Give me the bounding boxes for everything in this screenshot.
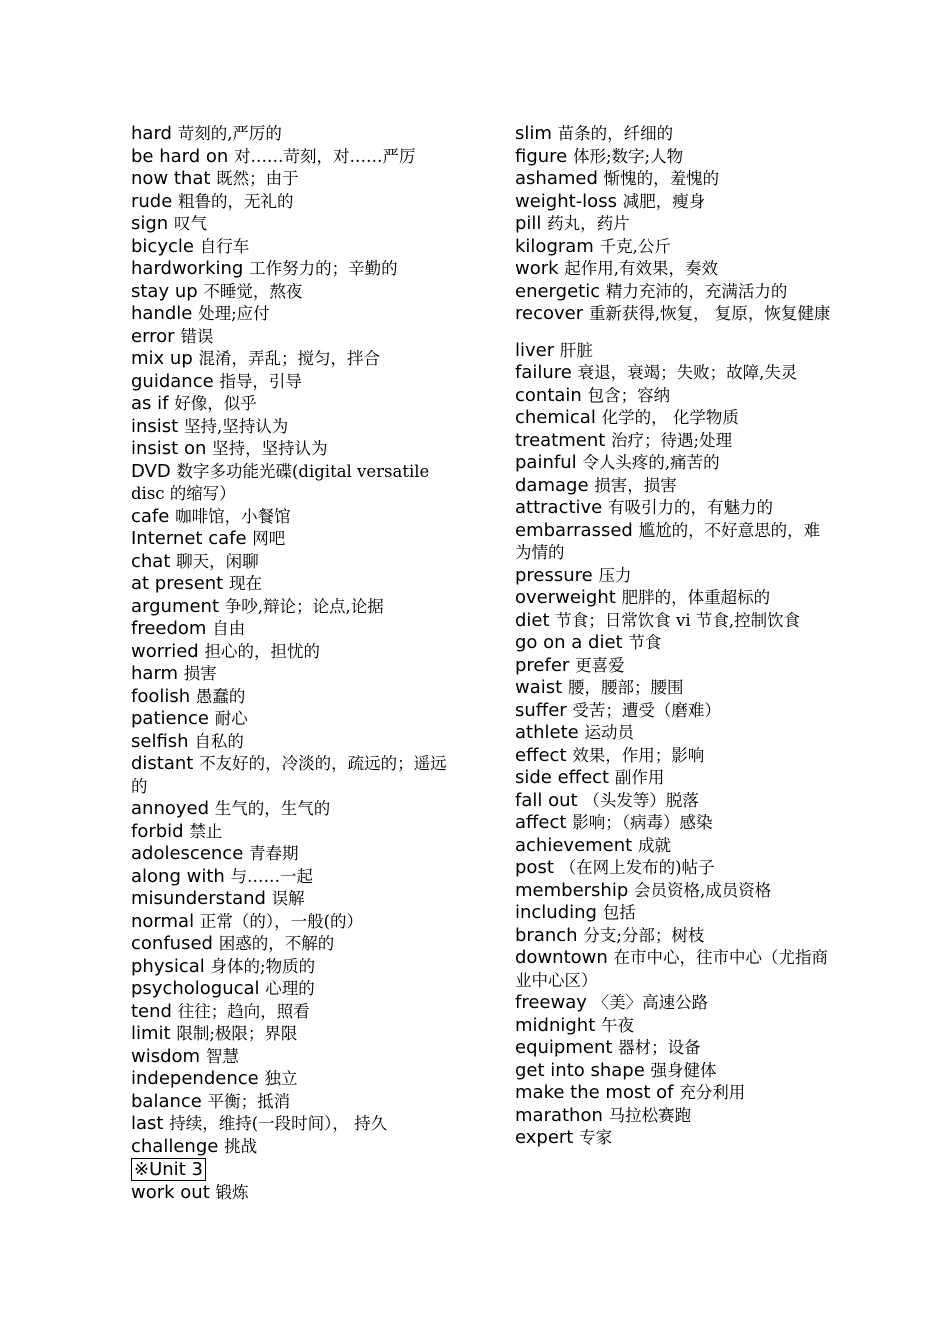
- vocab-definition: 分支;分部；树枝: [583, 925, 705, 945]
- vocab-term: recover: [515, 303, 584, 324]
- vocab-definition: 锻炼: [215, 1182, 249, 1202]
- vocab-term: work: [515, 258, 559, 279]
- vocab-entry: [515, 475, 835, 498]
- vocab-term: independence: [131, 1068, 259, 1089]
- vocab-term: fall out: [515, 789, 578, 811]
- vocab-entry: [131, 191, 456, 214]
- vocab-term: now that: [131, 168, 211, 189]
- vocab-definition: 担心的，担忧的: [204, 641, 320, 661]
- vocab-entry: [515, 430, 835, 453]
- vocab-term: guidance: [131, 370, 214, 392]
- vocab-definition: 工作努力的；辛勤的: [249, 259, 398, 278]
- vocab-entry: [515, 236, 835, 259]
- vocab-definition: 包括: [602, 903, 636, 922]
- vocab-entry: [131, 596, 456, 619]
- vocab-term: misunderstand: [131, 888, 266, 909]
- vocab-term: patience: [131, 708, 209, 729]
- vocab-entry: [131, 528, 456, 551]
- vocab-entry: [131, 168, 456, 191]
- vocab-definition: 正常（的），一般(的）: [199, 911, 363, 931]
- vocab-definition: 心理的: [265, 979, 315, 998]
- vocab-entry: [131, 1113, 456, 1136]
- vocab-term: effect: [515, 744, 567, 766]
- vocab-definition: 午夜: [601, 1015, 634, 1035]
- vocab-term: athlete: [515, 722, 579, 743]
- vocab-entry: [515, 925, 835, 948]
- vocab-entry: [515, 213, 835, 236]
- vocab-definition: 自私的: [194, 731, 244, 751]
- vocab-entry: [131, 123, 456, 146]
- vocab-entry: [515, 857, 835, 880]
- vocab-term: rude: [131, 190, 173, 212]
- vocab-entry: [131, 326, 456, 349]
- vocab-entry: [515, 281, 835, 304]
- vocab-definition: 有吸引力的，有魅力的: [608, 498, 773, 517]
- vocab-entry: [131, 978, 456, 1001]
- vocab-entry: [515, 947, 835, 992]
- vocab-definition: 身体的;物质的: [210, 956, 316, 976]
- vocab-entry: [131, 956, 456, 979]
- vocab-entry: [515, 407, 835, 430]
- vocab-definition: 损害: [183, 664, 217, 683]
- vocab-entry: [131, 213, 456, 236]
- vocab-term: be hard on: [131, 145, 229, 167]
- vocab-term: achievement: [515, 834, 633, 856]
- vocab-definition: 充分利用: [679, 1083, 746, 1102]
- vocab-term: forbid: [131, 820, 184, 842]
- vocab-entry: [515, 1060, 835, 1083]
- vocab-definition: 挑战: [224, 1136, 258, 1156]
- section-gap: [515, 326, 835, 340]
- vocab-term: damage: [515, 474, 589, 496]
- vocab-definition: 〈美〉高速公路: [592, 993, 709, 1012]
- vocab-definition: 往往；趋向，照看: [177, 1001, 310, 1021]
- vocab-entry: [131, 1136, 456, 1159]
- vocab-definition: （在网上发布的)帖子: [559, 858, 715, 877]
- vocab-term: liver: [515, 339, 555, 361]
- vocab-term: insist on: [131, 438, 207, 459]
- vocab-definition: 衰退，衰竭；失败；故障,失灵: [577, 363, 798, 382]
- vocab-term: hard: [131, 123, 172, 144]
- vocab-definition: 与……一起: [230, 866, 314, 886]
- vocab-term: hardworking: [131, 258, 244, 279]
- vocab-term: equipment: [515, 1037, 613, 1058]
- vocab-definition: 专家: [579, 1128, 613, 1147]
- vocab-definition: 叹气: [173, 214, 207, 233]
- vocab-definition: 化学的， 化学物质: [601, 408, 739, 427]
- vocab-entry: [515, 1015, 835, 1038]
- vocab-entry: [131, 888, 456, 911]
- vocab-term: handle: [131, 303, 193, 324]
- vocab-entry: [515, 1105, 835, 1128]
- vocab-term: waist: [515, 677, 563, 698]
- vocab-definition: 耐心: [214, 709, 248, 728]
- vocab-definition: 混淆，弄乱；搅匀，拌合: [198, 349, 380, 368]
- vocab-entry: [515, 722, 835, 745]
- vocab-term: adolescence: [131, 843, 244, 864]
- vocab-term: chat: [131, 550, 171, 572]
- vocab-term: figure: [515, 145, 568, 167]
- vocab-entry: [131, 821, 456, 844]
- vocab-entry: [515, 497, 835, 520]
- vocab-entry: [131, 1023, 456, 1046]
- vocab-term: mix up: [131, 348, 193, 369]
- vocab-entry: [515, 123, 835, 146]
- vocab-term: limit: [131, 1023, 171, 1044]
- vocab-entry: [131, 551, 456, 574]
- vocab-definition: 指导，引导: [219, 371, 302, 391]
- vocab-term: suffer: [515, 699, 567, 721]
- vocab-entry: [131, 393, 456, 416]
- vocab-entry: [515, 452, 835, 475]
- vocab-entry: [131, 371, 456, 394]
- vocab-entry: [131, 731, 456, 754]
- vocab-term: go on a diet: [515, 632, 623, 653]
- vocab-entry: [131, 573, 456, 596]
- vocab-definition: 尴尬的，不好意思的，难为情的: [515, 520, 821, 562]
- vocab-entry: [131, 1091, 456, 1114]
- vocab-term: painful: [515, 452, 577, 473]
- vocab-definition: 腰，腰部；腰围: [567, 678, 684, 697]
- right-column: [515, 123, 835, 1150]
- vocab-definition: 青春期: [249, 844, 299, 863]
- unit-heading-row: [131, 1158, 456, 1182]
- vocab-entry: [515, 146, 835, 169]
- vocab-entry: [515, 880, 835, 903]
- vocab-entry: [515, 812, 835, 835]
- vocab-definition: 自由: [212, 619, 246, 638]
- vocab-definition: 影响；（病毒）感染: [572, 813, 713, 832]
- vocab-term: worried: [131, 640, 199, 662]
- vocab-entry: [515, 767, 835, 790]
- vocab-entry: [515, 385, 835, 408]
- vocab-entry: [515, 340, 835, 363]
- vocab-entry: [131, 843, 456, 866]
- vocab-term: marathon: [515, 1104, 603, 1126]
- vocab-definition: 减肥，瘦身: [622, 191, 706, 211]
- vocab-definition: 药丸，药片: [547, 214, 630, 233]
- vocab-term: selfish: [131, 730, 189, 752]
- vocab-term: DVD: [131, 460, 171, 482]
- vocab-definition: 平衡；抵消: [207, 1091, 291, 1111]
- vocab-definition: 肥胖的，体重超标的: [621, 588, 771, 607]
- vocab-entry: [131, 798, 456, 821]
- right-vocab-list-a: [515, 123, 835, 326]
- vocab-entry: [515, 520, 835, 565]
- vocab-term: contain: [515, 384, 582, 406]
- vocab-definition: 粗鲁的，无礼的: [178, 191, 294, 211]
- vocab-entry: [515, 992, 835, 1015]
- vocab-term: overweight: [515, 587, 616, 608]
- vocab-definition: 既然；由于: [216, 169, 299, 188]
- vocab-entry: [515, 587, 835, 610]
- vocab-term: affect: [515, 812, 567, 833]
- vocab-entry: [515, 168, 835, 191]
- vocab-definition: 令人头疼的,痛苦的: [582, 453, 720, 472]
- vocab-definition: 聊天，闲聊: [176, 551, 259, 571]
- vocab-definition: 精力充沛的，充满活力的: [605, 281, 788, 301]
- vocab-definition: 运动员: [584, 723, 634, 742]
- vocab-term: foolish: [131, 685, 191, 707]
- vocab-term: stay up: [131, 280, 198, 302]
- vocab-definition: 起作用,有效果，奏效: [564, 259, 719, 278]
- vocab-entry: [131, 708, 456, 731]
- vocab-definition: 不睡觉，熬夜: [203, 281, 303, 301]
- vocab-term: ashamed: [515, 168, 598, 189]
- vocab-definition: 会员资格,成员资格: [634, 880, 772, 900]
- vocab-definition: 器材；设备: [618, 1038, 701, 1057]
- vocab-term: challenge: [131, 1135, 219, 1157]
- vocab-term: membership: [515, 879, 629, 901]
- vocab-term: failure: [515, 362, 572, 383]
- vocab-entry: [131, 618, 456, 641]
- vocab-entry: [131, 258, 456, 281]
- vocab-term: make the most of: [515, 1082, 674, 1103]
- vocab-entry: [131, 641, 456, 664]
- vocab-term: branch: [515, 924, 578, 946]
- vocab-definition: 成就: [637, 835, 671, 855]
- vocab-term: energetic: [515, 280, 601, 302]
- vocab-entry: [131, 1182, 456, 1205]
- vocab-entry: [131, 663, 456, 686]
- vocab-term: work out: [131, 1181, 210, 1203]
- vocab-term: last: [131, 1113, 164, 1134]
- vocab-entry: [515, 1127, 835, 1150]
- vocab-term: weight-loss: [515, 190, 617, 212]
- vocab-entry: [515, 565, 835, 588]
- vocab-definition: 在市中心，往市中心（尤指商业中心区）: [515, 948, 829, 990]
- left-column: [131, 123, 456, 1204]
- vocab-entry: [131, 911, 456, 934]
- vocab-term: wisdom: [131, 1045, 201, 1067]
- vocab-definition: 惭愧的，羞愧的: [603, 169, 720, 188]
- vocab-definition: 不友好的，冷淡的，疏远的；遥远的: [131, 754, 447, 796]
- vocab-entry: [515, 1037, 835, 1060]
- vocab-term: along with: [131, 865, 225, 887]
- right-vocab-list-b: [515, 340, 835, 1150]
- vocab-definition: 体形;数字;人物: [573, 146, 684, 166]
- vocab-entry: [515, 362, 835, 385]
- vocab-term: attractive: [515, 497, 603, 518]
- vocab-entry: [131, 1046, 456, 1069]
- vocab-definition: 坚持,坚持认为: [183, 416, 289, 436]
- vocab-entry: [131, 686, 456, 709]
- vocab-term: side effect: [515, 767, 610, 788]
- vocab-entry: [131, 303, 456, 326]
- vocab-entry: [515, 790, 835, 813]
- vocab-term: slim: [515, 123, 552, 144]
- vocab-definition: 持续，维持(一段时间）， 持久: [169, 1114, 388, 1133]
- vocab-definition: 争吵,辩论；论点,论据: [224, 596, 384, 616]
- vocab-term: downtown: [515, 947, 608, 968]
- vocab-definition: （头发等）脱落: [583, 790, 699, 810]
- vocab-definition: 处理;应付: [198, 304, 270, 323]
- vocab-entry: [131, 236, 456, 259]
- vocab-term: insist: [131, 415, 179, 437]
- vocab-term: as if: [131, 393, 169, 414]
- vocab-entry: [515, 1082, 835, 1105]
- vocab-definition: 损害，损害: [594, 475, 677, 495]
- vocab-term: at present: [131, 573, 224, 594]
- vocab-term: harm: [131, 663, 179, 684]
- vocab-entry: [131, 281, 456, 304]
- left-vocab-list-after-unit: [131, 1182, 456, 1205]
- vocab-entry: [515, 610, 835, 633]
- vocab-entry: [131, 753, 456, 798]
- vocab-definition: 限制;极限；界限: [176, 1024, 298, 1043]
- vocab-definition: 肝脏: [559, 340, 593, 360]
- vocab-term: midnight: [515, 1014, 596, 1036]
- vocab-term: tend: [131, 1000, 172, 1022]
- vocab-entry: [515, 303, 835, 326]
- vocab-definition: 马拉松赛跑: [608, 1105, 692, 1125]
- vocab-term: freeway: [515, 992, 587, 1013]
- vocab-definition: 错误: [180, 326, 214, 346]
- vocab-term: normal: [131, 910, 195, 932]
- vocab-term: confused: [131, 933, 213, 954]
- vocab-definition: 更喜爱: [575, 655, 625, 675]
- vocab-term: embarrassed: [515, 519, 633, 541]
- vocab-term: including: [515, 902, 597, 923]
- vocab-term: annoyed: [131, 798, 210, 819]
- vocab-entry: [515, 745, 835, 768]
- vocab-definition: 生气的，生气的: [214, 799, 331, 818]
- vocab-entry: [131, 1001, 456, 1024]
- vocab-definition: 好像，似乎: [174, 394, 257, 413]
- vocab-definition: 效果，作用；影响: [572, 745, 705, 765]
- vocab-definition: 愚蠢的: [195, 686, 246, 706]
- vocab-term: diet: [515, 609, 550, 631]
- vocab-definition: 独立: [264, 1069, 298, 1088]
- vocab-entry: [515, 258, 835, 281]
- vocab-entry: [131, 146, 456, 169]
- vocab-entry: [131, 348, 456, 371]
- vocab-definition: 强身健体: [650, 1060, 717, 1080]
- vocab-term: cafe: [131, 505, 170, 527]
- vocab-definition: 苗条的，纤细的: [557, 124, 674, 143]
- vocab-entry: [515, 677, 835, 700]
- vocab-term: bicycle: [131, 235, 194, 257]
- vocab-term: psychologucal: [131, 978, 260, 999]
- vocab-entry: [515, 902, 835, 925]
- vocab-term: expert: [515, 1127, 574, 1148]
- vocab-entry: [131, 416, 456, 439]
- left-vocab-list: [131, 123, 456, 1158]
- vocab-term: kilogram: [515, 235, 594, 257]
- vocab-definition: 自行车: [199, 236, 250, 256]
- vocab-entry: [515, 655, 835, 678]
- vocab-definition: 禁止: [189, 821, 223, 841]
- vocab-term: argument: [131, 595, 220, 617]
- vocab-term: pill: [515, 213, 542, 234]
- vocab-term: freedom: [131, 618, 207, 639]
- vocab-entry: [131, 1068, 456, 1091]
- vocab-term: chemical: [515, 407, 596, 428]
- vocab-definition: 智慧: [205, 1046, 239, 1066]
- vocab-definition: 副作用: [614, 768, 665, 787]
- vocab-definition: 困惑的，不解的: [218, 934, 335, 953]
- vocab-definition: 对……苛刻，对……严厉: [234, 146, 416, 166]
- vocab-entry: [131, 866, 456, 889]
- vocab-term: pressure: [515, 564, 593, 586]
- vocab-term: get into shape: [515, 1059, 645, 1081]
- vocab-definition: 包含；容纳: [587, 385, 671, 405]
- vocab-definition: 现在: [228, 574, 262, 593]
- vocab-definition: 误解: [271, 889, 305, 908]
- vocab-definition: 节食: [628, 633, 662, 652]
- vocab-definition: 咖啡馆，小餐馆: [175, 506, 291, 526]
- vocab-entry: [515, 835, 835, 858]
- vocab-definition: 网吧: [252, 529, 286, 548]
- vocab-entry: [131, 506, 456, 529]
- unit-heading: ※Unit 3: [131, 1158, 206, 1181]
- vocab-term: distant: [131, 753, 194, 774]
- vocab-term: prefer: [515, 654, 570, 676]
- vocab-term: Internet cafe: [131, 528, 247, 549]
- vocab-entry: [515, 632, 835, 655]
- vocab-entry: [515, 191, 835, 214]
- vocab-definition: 压力: [598, 565, 632, 585]
- vocab-definition: 重新获得,恢复， 复原，恢复健康: [588, 304, 831, 323]
- vocab-definition: 受苦；遭受（磨难）: [572, 700, 721, 720]
- vocab-entry: [131, 933, 456, 956]
- vocab-term: error: [131, 325, 175, 347]
- vocab-definition: 坚持，坚持认为: [212, 439, 328, 458]
- vocab-entry: [131, 438, 456, 461]
- vocab-term: post: [515, 857, 554, 878]
- vocab-term: physical: [131, 955, 205, 977]
- vocab-term: treatment: [515, 429, 606, 451]
- vocab-entry: [131, 461, 456, 506]
- vocab-definition: 治疗；待遇;处理: [611, 430, 733, 450]
- vocab-definition: 千克,公斤: [599, 236, 671, 256]
- vocab-definition: 苛刻的,严厉的: [177, 124, 282, 143]
- vocab-definition: 数字多功能光碟(digital versatile disc 的缩写）: [131, 461, 430, 503]
- vocab-term: sign: [131, 213, 169, 234]
- vocab-definition: 节食；日常饮食 vi 节食,控制饮食: [555, 610, 801, 630]
- vocab-term: balance: [131, 1090, 202, 1112]
- vocab-entry: [515, 700, 835, 723]
